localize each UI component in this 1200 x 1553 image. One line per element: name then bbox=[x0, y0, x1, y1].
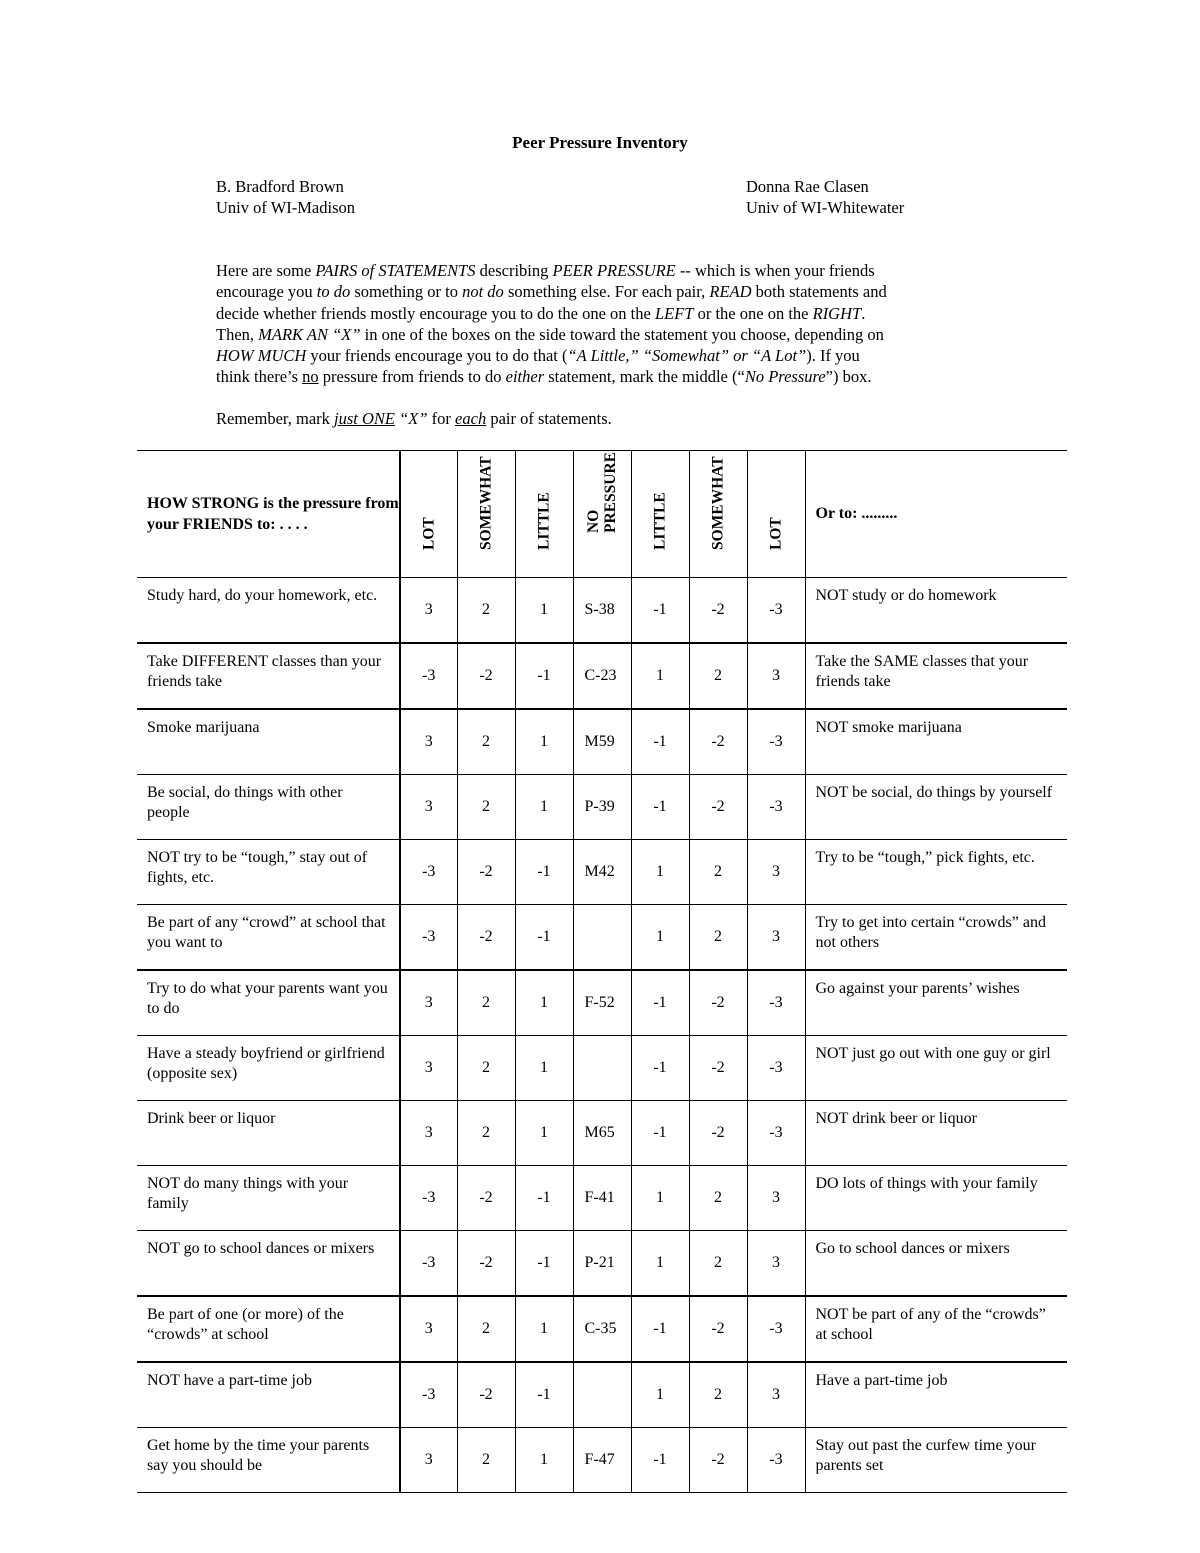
right-statement: DO lots of things with your family bbox=[805, 1166, 1067, 1231]
rating-box-lot-right[interactable]: 3 bbox=[747, 1231, 805, 1297]
left-statement: Smoke marijuana bbox=[137, 709, 400, 775]
rating-box-lot-right[interactable]: 3 bbox=[747, 1362, 805, 1428]
rating-box-lot-left[interactable]: -3 bbox=[400, 643, 457, 709]
rating-box-no-pressure[interactable] bbox=[573, 1036, 631, 1101]
rating-box-lot-right[interactable]: 3 bbox=[747, 905, 805, 971]
author-name: B. Bradford Brown bbox=[216, 177, 344, 196]
rating-box-no-pressure[interactable] bbox=[573, 1362, 631, 1428]
right-statement: Stay out past the curfew time your parents set bbox=[805, 1428, 1067, 1493]
rating-box-lot-left[interactable]: 3 bbox=[400, 1428, 457, 1493]
rating-box-lot-left[interactable]: 3 bbox=[400, 1296, 457, 1362]
table-row bbox=[137, 1428, 1067, 1493]
rating-box-little-right[interactable]: -1 bbox=[631, 1101, 689, 1166]
left-statement: Be part of any “crowd” at school that you want to bbox=[137, 905, 400, 971]
scale-header-lot-left: LOT bbox=[400, 451, 457, 578]
rating-box-somewhat-right[interactable]: -2 bbox=[689, 1296, 747, 1362]
rating-box-no-pressure[interactable]: P-21 bbox=[573, 1231, 631, 1297]
rating-box-no-pressure[interactable]: F-47 bbox=[573, 1428, 631, 1493]
rating-box-little-right[interactable]: 1 bbox=[631, 840, 689, 905]
rating-box-somewhat-right[interactable]: -2 bbox=[689, 1101, 747, 1166]
table-row bbox=[137, 840, 1067, 905]
right-statement: NOT be part of any of the “crowds” at school bbox=[805, 1296, 1067, 1362]
right-statement: Go to school dances or mixers bbox=[805, 1231, 1067, 1297]
table-row bbox=[137, 1362, 1067, 1428]
rating-box-somewhat-right[interactable]: -2 bbox=[689, 1036, 747, 1101]
rating-box-little-left[interactable]: -1 bbox=[515, 1362, 573, 1428]
rating-box-little-left[interactable]: 1 bbox=[515, 578, 573, 644]
rating-box-no-pressure[interactable] bbox=[573, 905, 631, 971]
right-statement: NOT smoke marijuana bbox=[805, 709, 1067, 775]
rating-box-little-right[interactable]: -1 bbox=[631, 709, 689, 775]
rating-box-little-left[interactable]: 1 bbox=[515, 1101, 573, 1166]
rating-box-lot-left[interactable]: -3 bbox=[400, 840, 457, 905]
rating-box-little-left[interactable]: 1 bbox=[515, 775, 573, 840]
right-statement: Take the SAME classes that your friends take bbox=[805, 643, 1067, 709]
author-block-1 bbox=[216, 176, 355, 218]
rating-box-lot-right[interactable]: -3 bbox=[747, 709, 805, 775]
table-row bbox=[137, 643, 1067, 709]
left-statement: Get home by the time your parents say you should be bbox=[137, 1428, 400, 1493]
left-statement: Drink beer or liquor bbox=[137, 1101, 400, 1166]
right-statement: Go against your parents’ wishes bbox=[805, 970, 1067, 1036]
rating-box-lot-left[interactable]: 3 bbox=[400, 1101, 457, 1166]
rating-box-little-right[interactable]: -1 bbox=[631, 970, 689, 1036]
right-statement: Try to get into certain “crowds” and not others bbox=[805, 905, 1067, 971]
left-statement: NOT have a part-time job bbox=[137, 1362, 400, 1428]
table-header-row bbox=[137, 451, 1067, 578]
rating-box-little-right[interactable]: 1 bbox=[631, 1231, 689, 1297]
rating-box-no-pressure[interactable]: M65 bbox=[573, 1101, 631, 1166]
table-row bbox=[137, 1101, 1067, 1166]
left-statement: Try to do what your parents want you to do bbox=[137, 970, 400, 1036]
rating-box-little-left[interactable]: 1 bbox=[515, 1296, 573, 1362]
rating-box-little-right[interactable]: 1 bbox=[631, 1362, 689, 1428]
right-statement: NOT be social, do things by yourself bbox=[805, 775, 1067, 840]
rating-box-somewhat-right[interactable]: -2 bbox=[689, 775, 747, 840]
page-title: Peer Pressure Inventory bbox=[512, 133, 688, 152]
rating-box-little-right[interactable]: 1 bbox=[631, 905, 689, 971]
rating-box-no-pressure[interactable]: P-39 bbox=[573, 775, 631, 840]
rating-box-somewhat-right[interactable]: -2 bbox=[689, 709, 747, 775]
left-statement: NOT try to be “tough,” stay out of fights, etc. bbox=[137, 840, 400, 905]
rating-box-somewhat-left[interactable]: -2 bbox=[457, 905, 515, 971]
author-affiliation: Univ of WI-Whitewater bbox=[746, 198, 905, 217]
rating-box-lot-left[interactable]: 3 bbox=[400, 578, 457, 644]
rating-box-somewhat-left[interactable]: -2 bbox=[457, 1362, 515, 1428]
rating-box-somewhat-right[interactable]: 2 bbox=[689, 1362, 747, 1428]
scale-header-somewhat-left: SOMEWHAT bbox=[457, 451, 515, 578]
rating-box-lot-left[interactable]: 3 bbox=[400, 775, 457, 840]
rating-box-little-right[interactable]: -1 bbox=[631, 775, 689, 840]
rating-box-somewhat-right[interactable]: 2 bbox=[689, 1166, 747, 1231]
rating-box-somewhat-left[interactable]: 2 bbox=[457, 709, 515, 775]
rating-box-little-right[interactable]: -1 bbox=[631, 578, 689, 644]
right-statement: Try to be “tough,” pick fights, etc. bbox=[805, 840, 1067, 905]
rating-box-little-left[interactable]: -1 bbox=[515, 643, 573, 709]
rating-box-lot-left[interactable]: 3 bbox=[400, 709, 457, 775]
rating-box-no-pressure[interactable]: C-23 bbox=[573, 643, 631, 709]
rating-box-little-right[interactable]: 1 bbox=[631, 1166, 689, 1231]
rating-box-lot-left[interactable]: -3 bbox=[400, 905, 457, 971]
left-statement: Be social, do things with other people bbox=[137, 775, 400, 840]
table-row bbox=[137, 775, 1067, 840]
right-statement: NOT drink beer or liquor bbox=[805, 1101, 1067, 1166]
rating-box-no-pressure[interactable]: S-38 bbox=[573, 578, 631, 644]
rating-box-lot-left[interactable]: -3 bbox=[400, 1166, 457, 1231]
rating-box-somewhat-right[interactable]: 2 bbox=[689, 840, 747, 905]
instructions-paragraph: Here are some PAIRS of STATEMENTS describing PEER PRESSURE -- which is when your friends encourage you to do something or to not do something else. For each pair, READ both statements and decide whether friends mostly encourage you to do the one on the LEFT or the one on the RIGHT. Then, MARK AN “X” in one of the boxes on the side toward the statement you choose, depending on HOW MUCH your friends encourage you to do that (“A Little,” “Somewhat” or “A Lot”). If you think there’s no pressure from friends to do either statement, mark the middle (“No Pressure”) box. bbox=[216, 261, 887, 387]
remember-note: Remember, mark just ONE “X” for each pair of statements. bbox=[216, 409, 612, 428]
left-statement: Have a steady boyfriend or girlfriend (opposite sex) bbox=[137, 1036, 400, 1101]
rating-box-little-left[interactable]: 1 bbox=[515, 709, 573, 775]
table-row bbox=[137, 578, 1067, 644]
rating-box-lot-right[interactable]: -3 bbox=[747, 970, 805, 1036]
rating-box-little-left[interactable]: -1 bbox=[515, 1231, 573, 1297]
rating-box-little-right[interactable]: -1 bbox=[631, 1296, 689, 1362]
left-statement: NOT go to school dances or mixers bbox=[137, 1231, 400, 1297]
table-row bbox=[137, 1296, 1067, 1362]
right-statement: Have a part-time job bbox=[805, 1362, 1067, 1428]
rating-box-lot-left[interactable]: 3 bbox=[400, 1036, 457, 1101]
table-row bbox=[137, 970, 1067, 1036]
rating-box-somewhat-right[interactable]: -2 bbox=[689, 578, 747, 644]
scale-header-no-pressure: NO PRESSURE bbox=[573, 451, 631, 578]
rating-box-somewhat-left[interactable]: 2 bbox=[457, 775, 515, 840]
rating-box-somewhat-left[interactable]: -2 bbox=[457, 1231, 515, 1297]
rating-box-somewhat-right[interactable]: -2 bbox=[689, 970, 747, 1036]
scale-header-little-left: LITTLE bbox=[515, 451, 573, 578]
table-row bbox=[137, 905, 1067, 971]
rating-box-somewhat-left[interactable]: -2 bbox=[457, 643, 515, 709]
rating-box-somewhat-left[interactable]: -2 bbox=[457, 1166, 515, 1231]
header-left-prompt: HOW STRONG is the pressure from your FRIENDS to: . . . . bbox=[137, 451, 400, 578]
rating-box-lot-left[interactable]: -3 bbox=[400, 1231, 457, 1297]
rating-box-somewhat-left[interactable]: 2 bbox=[457, 578, 515, 644]
rating-box-little-right[interactable]: -1 bbox=[631, 1428, 689, 1493]
rating-box-no-pressure[interactable]: F-52 bbox=[573, 970, 631, 1036]
rating-box-lot-right[interactable]: -3 bbox=[747, 1296, 805, 1362]
rating-box-somewhat-left[interactable]: 2 bbox=[457, 1036, 515, 1101]
rating-box-lot-right[interactable]: 3 bbox=[747, 1166, 805, 1231]
rating-box-little-right[interactable]: 1 bbox=[631, 643, 689, 709]
rating-box-somewhat-left[interactable]: 2 bbox=[457, 1296, 515, 1362]
scale-header-somewhat-right: SOMEWHAT bbox=[689, 451, 747, 578]
left-statement: Be part of one (or more) of the “crowds” at school bbox=[137, 1296, 400, 1362]
header-right-prompt: Or to: ......... bbox=[805, 451, 1067, 578]
rating-box-somewhat-left[interactable]: -2 bbox=[457, 840, 515, 905]
rating-box-somewhat-left[interactable]: 2 bbox=[457, 1101, 515, 1166]
rating-box-somewhat-left[interactable]: 2 bbox=[457, 970, 515, 1036]
left-statement: Take DIFFERENT classes than your friends take bbox=[137, 643, 400, 709]
rating-box-little-left[interactable]: 1 bbox=[515, 1428, 573, 1493]
scale-header-little-right: LITTLE bbox=[631, 451, 689, 578]
right-statement: NOT just go out with one guy or girl bbox=[805, 1036, 1067, 1101]
rating-box-somewhat-right[interactable]: 2 bbox=[689, 643, 747, 709]
inventory-table bbox=[137, 450, 1067, 1493]
rating-box-little-left[interactable]: -1 bbox=[515, 1166, 573, 1231]
table-row bbox=[137, 709, 1067, 775]
rating-box-no-pressure[interactable]: C-35 bbox=[573, 1296, 631, 1362]
table-row bbox=[137, 1166, 1067, 1231]
rating-box-lot-right[interactable]: -3 bbox=[747, 775, 805, 840]
left-statement: Study hard, do your homework, etc. bbox=[137, 578, 400, 644]
author-affiliation: Univ of WI-Madison bbox=[216, 198, 356, 217]
rating-box-lot-left[interactable]: -3 bbox=[400, 1362, 457, 1428]
left-statement: NOT do many things with your family bbox=[137, 1166, 400, 1231]
rating-box-no-pressure[interactable]: F-41 bbox=[573, 1166, 631, 1231]
rating-box-little-left[interactable]: 1 bbox=[515, 970, 573, 1036]
author-block-2 bbox=[746, 176, 904, 218]
rating-box-little-right[interactable]: -1 bbox=[631, 1036, 689, 1101]
author-name: Donna Rae Clasen bbox=[746, 177, 869, 196]
rating-box-somewhat-right[interactable]: 2 bbox=[689, 905, 747, 971]
rating-box-little-left[interactable]: -1 bbox=[515, 840, 573, 905]
right-statement: NOT study or do homework bbox=[805, 578, 1067, 644]
rating-box-lot-right[interactable]: 3 bbox=[747, 643, 805, 709]
table-row bbox=[137, 1231, 1067, 1297]
rating-box-lot-right[interactable]: -3 bbox=[747, 578, 805, 644]
scale-header-lot-right: LOT bbox=[747, 451, 805, 578]
rating-box-little-left[interactable]: -1 bbox=[515, 905, 573, 971]
rating-box-lot-right[interactable]: -3 bbox=[747, 1101, 805, 1166]
rating-box-no-pressure[interactable]: M59 bbox=[573, 709, 631, 775]
rating-box-no-pressure[interactable]: M42 bbox=[573, 840, 631, 905]
rating-box-somewhat-left[interactable]: 2 bbox=[457, 1428, 515, 1493]
rating-box-lot-right[interactable]: 3 bbox=[747, 840, 805, 905]
rating-box-little-left[interactable]: 1 bbox=[515, 1036, 573, 1101]
table-row bbox=[137, 1036, 1067, 1101]
rating-box-somewhat-right[interactable]: -2 bbox=[689, 1428, 747, 1493]
rating-box-lot-right[interactable]: -3 bbox=[747, 1428, 805, 1493]
rating-box-lot-right[interactable]: -3 bbox=[747, 1036, 805, 1101]
rating-box-lot-left[interactable]: 3 bbox=[400, 970, 457, 1036]
rating-box-somewhat-right[interactable]: 2 bbox=[689, 1231, 747, 1297]
